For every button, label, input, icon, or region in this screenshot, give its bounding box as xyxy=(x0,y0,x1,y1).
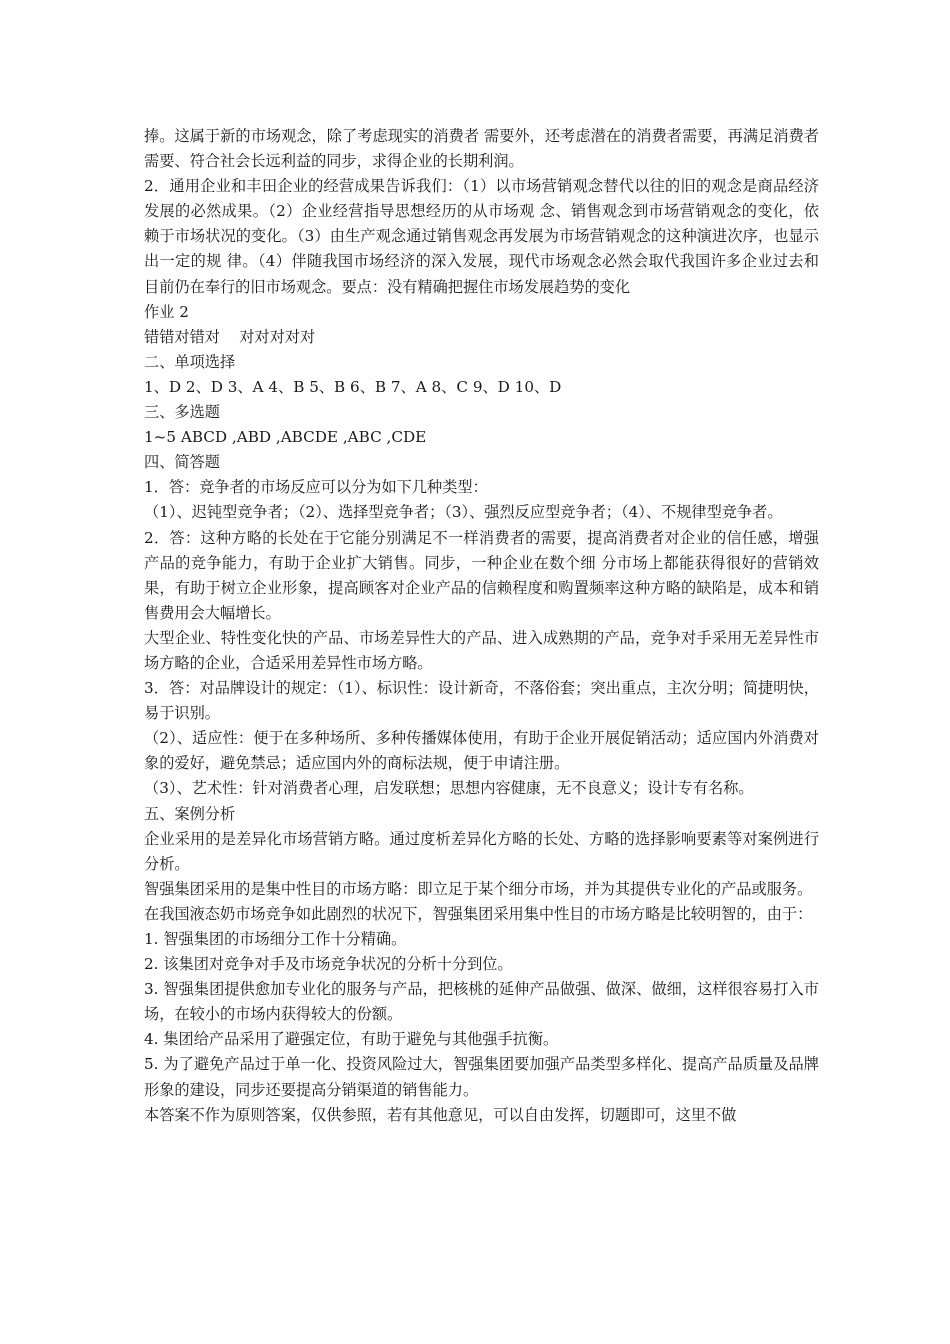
short-answer-3: 3．答：对品牌设计的规定：（1）、标识性：设计新奇，不落俗套；突出重点，主次分明；简捷明快，易于识别。 xyxy=(144,679,819,723)
true-false-answers: 错错对错对 对对对对对 xyxy=(144,327,316,346)
case-point-2: 2. 该集团对竞争对手及市场竞争状况的分析十分到位。 xyxy=(144,955,513,974)
case-paragraph-3: 在我国液态奶市场竞争如此剧烈的状况下，智强集团采用集中性目的市场方略是比较明智的，由于： xyxy=(144,904,813,923)
heading-case-analysis: 五、案例分析 xyxy=(144,804,236,823)
case-point-1: 1. 智强集团的市场细分工作十分精确。 xyxy=(144,930,407,948)
paragraph-answer-2: 2．通用企业和丰田企业的经营成果告诉我们：（1）以市场营销观念替代以往的旧的观念是商品经济发展的必然成果。（2）企业经营指导思想经历的从市场观 念、销售观念到市场营销观念的变化，依赖于市场状况的变化。（3）由生产观念通过销售观念再发展为市场营销观念的这种演进次序，也显示出一定的规 律。（4）伴随我国市场经济的深入发展，现代市场观念必然会取代我国许多企业过去和目前仍在奉行的旧市场观念。要点：没有精确把握住市场发展趋势的变化 xyxy=(144,177,819,296)
heading-multiple-choice: 三、多选题 xyxy=(144,403,220,422)
short-answer-2-applicability: 大型企业、特性变化快的产品、市场差异性大的产品、进入成熟期的产品，竞争对手采用无差异性市场方略的企业，合适采用差异性市场方略。 xyxy=(144,628,819,672)
short-answer-3-artistry: （3）、艺术性：针对消费者心理，启发联想；思想内容健康，无不良意义；设计专有名称。 xyxy=(144,779,754,798)
heading-short-answer: 四、简答题 xyxy=(144,453,220,472)
case-point-5: 5. 为了避免产品过于单一化、投资风险过大，智强集团要加强产品类型多样化、提高产品质量及品牌形象的建设，同步还要提高分销渠道的销售能力。 xyxy=(144,1055,819,1099)
case-paragraph-2: 智强集团采用的是集中性目的市场方略：即立足于某个细分市场，并为其提供专业化的产品或服务。 xyxy=(144,879,813,898)
case-paragraph-1: 企业采用的是差异化市场营销方略。通过度析差异化方略的长处、方略的选择影响要素等对案例进行分析。 xyxy=(144,829,819,873)
heading-assignment-2: 作业 2 xyxy=(144,302,189,321)
short-answer-1: 1．答：竞争者的市场反应可以分为如下几种类型： xyxy=(144,478,488,497)
short-answer-3-adaptability: （2）、适应性：便于在多种场所、多种传播媒体使用，有助于企业开展促销活动；适应国内外消费对象的爱好，避免禁忌；适应国内外的商标法规，便于申请注册。 xyxy=(144,729,819,773)
case-point-3: 3. 智强集团提供愈加专业化的服务与产品，把核桃的延伸产品做强、做深、做细，这样很容易打入市场，在较小的市场内获得较大的份额。 xyxy=(144,980,819,1024)
short-answer-2: 2．答：这种方略的长处在于它能分别满足不一样消费者的需要，提高消费者对企业的信任感，增强产品的竞争能力，有助于企业扩大销售。同步，一种企业在数个细 分市场上都能获得很好的营销效果，有助于树立企业形象，提高顾客对企业产品的信赖程度和购置频率这种方略的缺陷是，成本和销售费用会大幅增长。 xyxy=(144,528,819,622)
heading-single-choice: 二、单项选择 xyxy=(144,352,236,371)
case-point-4: 4. 集团给产品采用了避强定位，有助于避免与其他强手抗衡。 xyxy=(144,1030,559,1049)
multiple-choice-answers: 1~5 ABCD ,ABD ,ABCDE ,ABC ,CDE xyxy=(144,428,427,447)
short-answer-1-types: （1）、迟钝型竞争者；（2）、选择型竞争者；（3）、强烈反应型竞争者；（4）、不规律型竞争者。 xyxy=(144,503,783,522)
closing-note: 本答案不作为原则答案，仅供参照，若有其他意见，可以自由发挥，切题即可，这里不做 xyxy=(144,1105,737,1124)
single-choice-answers: 1、D 2、D 3、A 4、B 5、B 6、B 7、A 8、C 9、D 10、D xyxy=(144,377,562,396)
paragraph-intro-continuation: 捧。这属于新的市场观念，除了考虑现实的消费者 需要外，还考虑潜在的消费者需要，再满足消费者需要、符合社会长远利益的同步，求得企业的长期利润。 xyxy=(144,127,819,171)
document-body xyxy=(144,124,819,1128)
